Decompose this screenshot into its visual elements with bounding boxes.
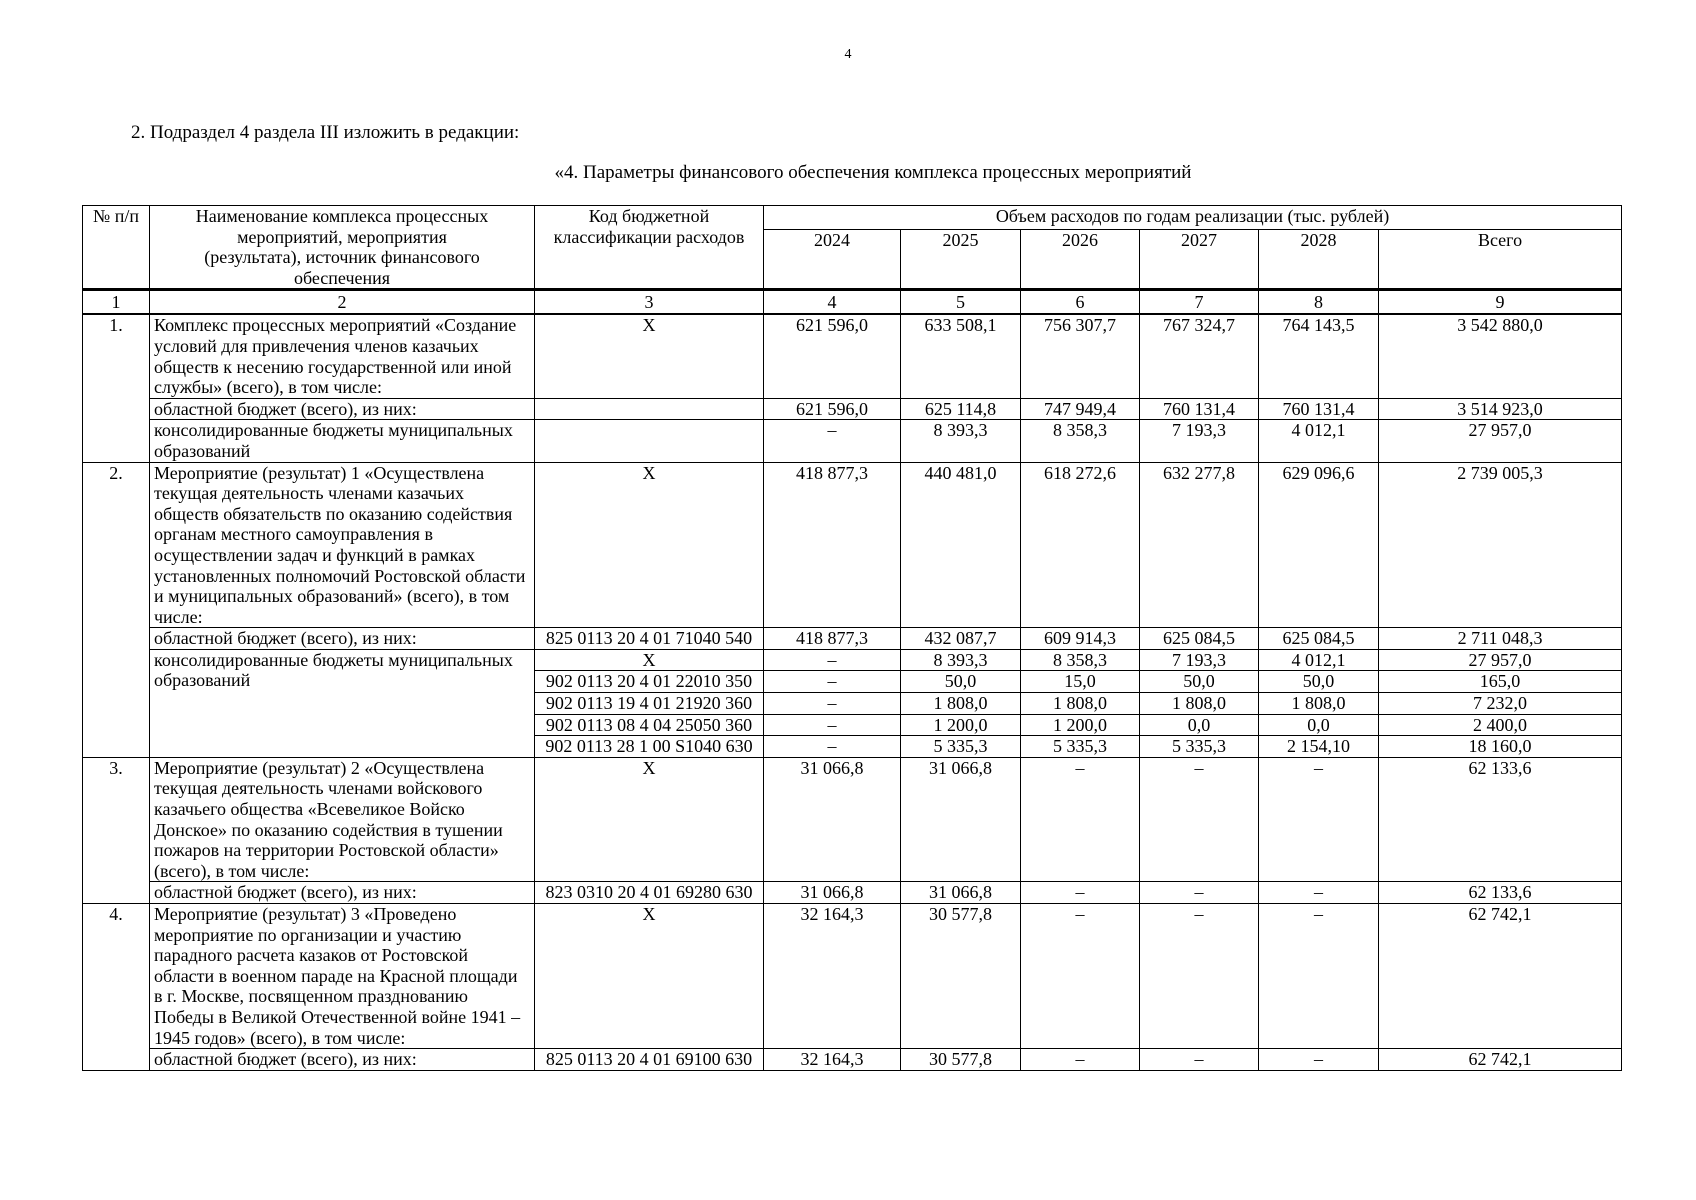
intro-text: 2. Подраздел 4 раздела III изложить в редакции: (131, 122, 520, 143)
col-number: 5 (901, 290, 1021, 315)
value-2028: 629 096,6 (1259, 462, 1379, 628)
row-code: 902 0113 20 4 01 22010 350 (535, 671, 764, 693)
row-name: областной бюджет (всего), из них: (150, 882, 535, 904)
header-code: Код бюджетной классификации расходов (535, 206, 764, 290)
row-name: областной бюджет (всего), из них: (150, 1049, 535, 1071)
value-2027: – (1140, 904, 1259, 1049)
table-row (83, 649, 1622, 671)
row-name: Мероприятие (результат) 3 «Проведено мероприятие по организации и участию парадного расчета казаков от Ростовской области в военном параде на Красной площади в г. Москве, посвященном празднованию Победы в Великой Отечественной войне 1941 – 1945 годов» (всего), в том числе: (150, 904, 535, 1049)
value-total: 18 160,0 (1379, 736, 1622, 758)
value-2028: – (1259, 757, 1379, 882)
value-2027: 0,0 (1140, 714, 1259, 736)
value-2024: – (764, 649, 901, 671)
header-year-2024: 2024 (764, 230, 901, 290)
value-2027: – (1140, 1049, 1259, 1071)
value-total: 7 232,0 (1379, 693, 1622, 715)
table-row (83, 882, 1622, 904)
value-total: 27 957,0 (1379, 420, 1622, 462)
value-2026: 1 200,0 (1021, 714, 1140, 736)
value-2027: 767 324,7 (1140, 314, 1259, 398)
value-2027: 760 131,4 (1140, 398, 1259, 420)
table-row (83, 1049, 1622, 1071)
value-2027: 7 193,3 (1140, 420, 1259, 462)
value-2025: 432 087,7 (901, 628, 1021, 650)
value-2027: 1 808,0 (1140, 693, 1259, 715)
row-code: X (535, 904, 764, 1049)
value-total: 2 711 048,3 (1379, 628, 1622, 650)
value-2024: 621 596,0 (764, 314, 901, 398)
value-2024: – (764, 736, 901, 758)
value-2028: – (1259, 882, 1379, 904)
value-2028: – (1259, 904, 1379, 1049)
value-total: 62 133,6 (1379, 757, 1622, 882)
value-2024: 32 164,3 (764, 904, 901, 1049)
value-2025: 633 508,1 (901, 314, 1021, 398)
value-2026: 8 358,3 (1021, 420, 1140, 462)
value-2028: 625 084,5 (1259, 628, 1379, 650)
value-2028: 764 143,5 (1259, 314, 1379, 398)
value-total: 165,0 (1379, 671, 1622, 693)
value-2026: 618 272,6 (1021, 462, 1140, 628)
value-2024: 621 596,0 (764, 398, 901, 420)
value-2024: 418 877,3 (764, 462, 901, 628)
value-total: 2 400,0 (1379, 714, 1622, 736)
col-number: 8 (1259, 290, 1379, 315)
value-2026: 1 808,0 (1021, 693, 1140, 715)
value-2028: 50,0 (1259, 671, 1379, 693)
value-2026: 5 335,3 (1021, 736, 1140, 758)
header-year-2026: 2026 (1021, 230, 1140, 290)
table-row (83, 628, 1622, 650)
value-2028: 760 131,4 (1259, 398, 1379, 420)
header-total: Всего (1379, 230, 1622, 290)
value-2026: 15,0 (1021, 671, 1140, 693)
col-number: 2 (150, 290, 535, 315)
value-2026: – (1021, 904, 1140, 1049)
value-2025: 1 200,0 (901, 714, 1021, 736)
row-code: 902 0113 28 1 00 S1040 630 (535, 736, 764, 758)
value-2024: 31 066,8 (764, 882, 901, 904)
row-code: 825 0113 20 4 01 69100 630 (535, 1049, 764, 1071)
value-2026: 8 358,3 (1021, 649, 1140, 671)
value-2028: 0,0 (1259, 714, 1379, 736)
value-total: 2 739 005,3 (1379, 462, 1622, 628)
value-2025: 5 335,3 (901, 736, 1021, 758)
value-total: 62 742,1 (1379, 1049, 1622, 1071)
value-2026: 609 914,3 (1021, 628, 1140, 650)
row-code: 902 0113 08 4 04 25050 360 (535, 714, 764, 736)
header-volume: Объем расходов по годам реализации (тыс. рублей) (764, 206, 1622, 230)
value-2025: 30 577,8 (901, 904, 1021, 1049)
value-2026: – (1021, 757, 1140, 882)
row-code: 825 0113 20 4 01 71040 540 (535, 628, 764, 650)
header-year-2025: 2025 (901, 230, 1021, 290)
table-row (83, 757, 1622, 882)
value-2024: 32 164,3 (764, 1049, 901, 1071)
value-2025: 31 066,8 (901, 757, 1021, 882)
table-row (83, 904, 1622, 1049)
page-number: 4 (844, 47, 852, 62)
value-total: 3 542 880,0 (1379, 314, 1622, 398)
col-number: 3 (535, 290, 764, 315)
value-total: 62 742,1 (1379, 904, 1622, 1049)
value-2027: 5 335,3 (1140, 736, 1259, 758)
value-2027: 632 277,8 (1140, 462, 1259, 628)
value-2027: – (1140, 882, 1259, 904)
value-2025: 8 393,3 (901, 649, 1021, 671)
header-num: № п/п (83, 206, 150, 290)
value-2026: 747 949,4 (1021, 398, 1140, 420)
value-2024: 31 066,8 (764, 757, 901, 882)
row-code: X (535, 314, 764, 398)
value-2025: 30 577,8 (901, 1049, 1021, 1071)
row-name: Мероприятие (результат) 1 «Осуществлена текущая деятельность членами казачьих обществ обязательств по оказанию содействия органам местного самоуправления в осуществлении задач и функций в рамках установленных полномочий Ростовской области и муниципальных образований» (всего), в том числе: (150, 462, 535, 628)
row-code: X (535, 757, 764, 882)
row-number: 2. (83, 462, 150, 757)
value-2028: – (1259, 1049, 1379, 1071)
row-code: X (535, 462, 764, 628)
table-row (83, 314, 1622, 398)
row-name: областной бюджет (всего), из них: (150, 398, 535, 420)
value-2027: 7 193,3 (1140, 649, 1259, 671)
value-2028: 4 012,1 (1259, 649, 1379, 671)
value-2026: 756 307,7 (1021, 314, 1140, 398)
value-2027: 625 084,5 (1140, 628, 1259, 650)
table-row (83, 420, 1622, 462)
header-year-2028: 2028 (1259, 230, 1379, 290)
value-2025: 1 808,0 (901, 693, 1021, 715)
value-2025: 50,0 (901, 671, 1021, 693)
table-row (83, 462, 1622, 628)
row-name: консолидированные бюджеты муниципальных образований (150, 420, 535, 462)
value-2027: 50,0 (1140, 671, 1259, 693)
row-number: 4. (83, 904, 150, 1071)
value-2027: – (1140, 757, 1259, 882)
value-2026: – (1021, 882, 1140, 904)
table-row (83, 398, 1622, 420)
value-2024: – (764, 714, 901, 736)
col-number: 1 (83, 290, 150, 315)
row-code: X (535, 649, 764, 671)
value-2025: 440 481,0 (901, 462, 1021, 628)
value-2025: 625 114,8 (901, 398, 1021, 420)
value-2026: – (1021, 1049, 1140, 1071)
row-code: 902 0113 19 4 01 21920 360 (535, 693, 764, 715)
row-name: Мероприятие (результат) 2 «Осуществлена текущая деятельность членами войскового казачьего общества «Всевеликое Войско Донское» по оказанию содействия в тушении пожаров на территории Ростовской области» (всего), в том числе: (150, 757, 535, 882)
value-2028: 2 154,10 (1259, 736, 1379, 758)
value-total: 27 957,0 (1379, 649, 1622, 671)
row-code: 823 0310 20 4 01 69280 630 (535, 882, 764, 904)
col-number: 4 (764, 290, 901, 315)
row-number: 3. (83, 757, 150, 903)
value-total: 3 514 923,0 (1379, 398, 1622, 420)
value-2025: 31 066,8 (901, 882, 1021, 904)
col-number: 6 (1021, 290, 1140, 315)
table-title: «4. Параметры финансового обеспечения комплекса процессных мероприятий (554, 162, 1192, 183)
value-2024: – (764, 671, 901, 693)
row-code (535, 398, 764, 420)
header-year-2027: 2027 (1140, 230, 1259, 290)
value-2024: 418 877,3 (764, 628, 901, 650)
row-number: 1. (83, 314, 150, 462)
value-2024: – (764, 693, 901, 715)
row-name: консолидированные бюджеты муниципальных образований (150, 649, 535, 757)
financing-table (82, 205, 1622, 1071)
row-name: областной бюджет (всего), из них: (150, 628, 535, 650)
row-code (535, 420, 764, 462)
value-total: 62 133,6 (1379, 882, 1622, 904)
row-name: Комплекс процессных мероприятий «Создание условий для привлечения членов казачьих обществ к несению государственной или иной службы» (всего), в том числе: (150, 314, 535, 398)
header-name: Наименование комплекса процессных мероприятий, мероприятия (результата), источник финансового обеспечения (150, 206, 535, 290)
value-2028: 4 012,1 (1259, 420, 1379, 462)
value-2024: – (764, 420, 901, 462)
value-2025: 8 393,3 (901, 420, 1021, 462)
value-2028: 1 808,0 (1259, 693, 1379, 715)
col-number: 9 (1379, 290, 1622, 315)
col-number: 7 (1140, 290, 1259, 315)
